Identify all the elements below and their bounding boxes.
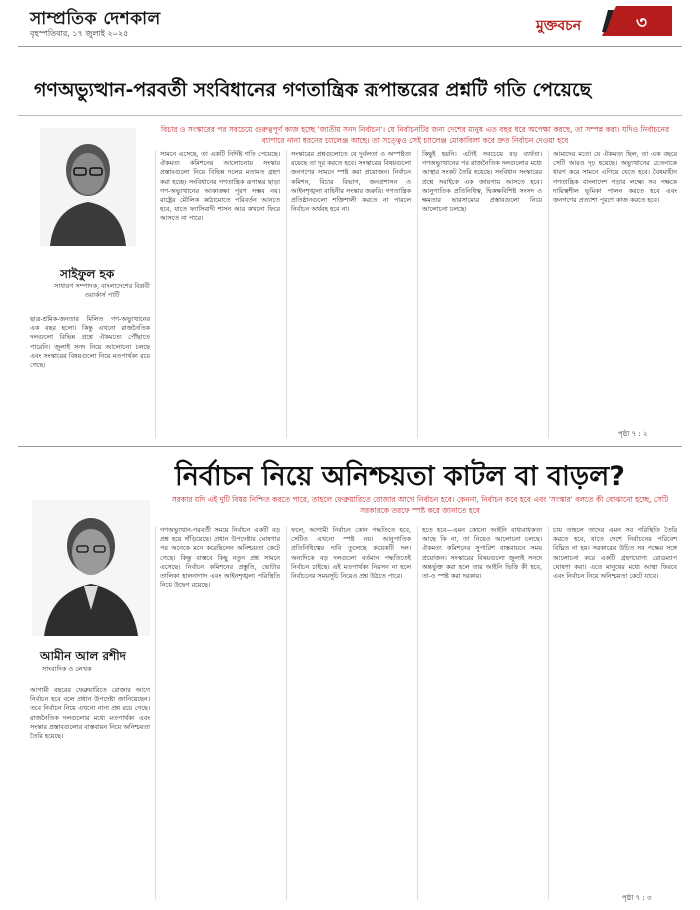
author2-description: সাংবাদিক ও লেখক <box>42 665 92 673</box>
author1-description: সাধারণ সম্পাদক, বাংলাদেশের বিপ্লবী ওয়ার্কার্স পার্টি <box>54 282 150 299</box>
article2-column-3: ফলে, আগামী নির্বাচন কোন পদ্ধতিতে হবে, সেটিও এখনো স্পষ্ট নয়। আনুপাতিক প্রতিনিধিত্বের দাবি তুলেছে কয়েকটি দল। অন্যদিকে বড় দলগুলো বর্তমান পদ্ধতিতেই নির্বাচন চাইছে। এই মতপার্থক্য নিরসন না হলে নির্বাচনের সময়সূচি নিয়েও প্রশ্ন উঠতে পারে। <box>291 526 411 581</box>
article2-column-5: চায় তাহলে তাদের এমন সব পরিস্থিতি তৈরি করতে হবে, যাতে দেশে নির্বাচনের পরিবেশ বিঘ্নিত না হয়। সরকারের উচিত সব পক্ষের সঙ্গে আলোচনা করে একটি গ্রহণযোগ্য রোডম্যাপ ঘোষণা করা। এতে মানুষের মধ্যে আস্থা ফিরবে এবং নির্বাচন নিয়ে অনিশ্চয়তা কেটে যাবে। <box>553 526 677 581</box>
article-divider <box>18 446 682 447</box>
issue-date: বৃহস্পতিবার, ১৭ জুলাই ২০২৫ <box>30 29 129 38</box>
column-divider <box>155 526 156 900</box>
article1-continued-link[interactable]: পৃষ্ঠা ৭ : ২ <box>618 430 648 438</box>
article1-column-2: সামনে এসেছে, তা একটি নির্দিষ্ট গতি পেয়েছে। ঐকমত্য কমিশনের আলোচনায় সংস্কার প্রস্তাবগুলো নিয়ে বিভিন্ন দলের মতামত গ্রহণ করা হচ্ছে। সংবিধানের গণতান্ত্রিক রূপান্তর ছাড়া গণ-অভ্যুত্থানের আকাঙ্ক্ষা পূরণ সম্ভব নয়। রাষ্ট্রের মৌলিক কাঠামোতে পরিবর্তন আনতে হবে, যাতে ফ্যাসিবাদী শাসন আর কখনো ফিরে আসতে না পারে। <box>160 150 280 223</box>
author1-photo <box>40 128 136 246</box>
author1-name: সাইফুল হক <box>60 267 115 281</box>
article2-column-1: আগামী বছরের ফেব্রুয়ারিতে রোজার আগে নির্বাচন হবে বলে প্রধান উপদেষ্টা জানিয়েছেন। তবে নির্বাচন নিয়ে এখনো নানা প্রশ্ন রয়ে গেছে। রাজনৈতিক দলগুলোর মধ্যে মতপার্থক্য এবং সংস্কার প্রস্তাবগুলোর বাস্তবায়ন নিয়ে অনিশ্চয়তা তৈরি হয়েছে। <box>30 686 150 741</box>
section-name: মুক্তবচন <box>536 18 582 34</box>
article1-column-1: ছাত্র-শ্রমিক-জনতার মিলিত গণ-অভ্যুত্থানের এক বছর হলো। কিন্তু এখনো রাজনৈতিক দলগুলো বিভিন্ন প্রশ্নে ঐকমত্যে পৌঁছাতে পারেনি। জুলাই সনদ নিয়ে আলোচনা চলছে এবং সংস্কারের বিষয়গুলো নিয়ে মতপার্থক্য রয়ে গেছে। <box>30 315 150 370</box>
article2-column-2: গণঅভ্যুত্থান-পরবর্তী সময়ে নির্বাচন একটি বড় প্রশ্ন হয়ে দাঁড়িয়েছে। প্রধান উপদেষ্টার ঘোষণার পর অনেকে মনে করেছিলেন অনিশ্চয়তা কেটে গেছে। কিন্তু বাস্তবে কিছু নতুন প্রশ্ন সামনে এসেছে। নির্বাচন কমিশনের প্রস্তুতি, ভোটার তালিকা হালনাগাদ এবং আইনশৃঙ্খলা পরিস্থিতি নিয়ে উদ্বেগ রয়েছে। <box>160 526 280 590</box>
page-header <box>0 0 700 46</box>
header-divider <box>18 46 682 47</box>
page-number: ৩ <box>636 13 648 33</box>
column-divider <box>286 526 287 900</box>
article2-continued-link[interactable]: পৃষ্ঠা ৭ : ৩ <box>622 894 652 902</box>
article1-column-5: আমাদের মতো যে ঐকমত্য ছিল, তা এক বছরে সেটি আরও দৃঢ় হয়েছে। অভ্যুত্থানের চেতনাকে ধারণ করে সামনে এগিয়ে যেতে হবে। বৈষম্যহীন গণতান্ত্রিক বাংলাদেশ গড়ার লক্ষ্যে সব পক্ষকে দায়িত্বশীল ভূমিকা পালন করতে হবে এবং জনগণের প্রত্যাশা পূরণে কাজ করতে হবে। <box>553 150 677 205</box>
author2-name: আমীন আল রশীদ <box>40 649 126 663</box>
article2-headline: নির্বাচন নিয়ে অনিশ্চয়তা কাটল বা বাড়ল? <box>175 461 625 492</box>
headline-divider <box>18 115 682 116</box>
column-divider <box>548 526 549 900</box>
column-divider <box>417 526 418 900</box>
column-divider <box>286 150 287 438</box>
column-divider <box>548 150 549 438</box>
article2-intro: সরকার যদি এই দুটি বিষয় নিশ্চিত করতে পারে, তাহলে ফেব্রুয়ারিতে রোজার আগে নির্বাচন হবে। কেননা, নির্বাচন কবে হবে এবং 'সংস্কার' বলতে কী বোঝানো হচ্ছে, সেটি সরকারকে তরফে স্পষ্ট করে জানাতে হবে <box>171 495 669 515</box>
column-divider <box>155 150 156 438</box>
article1-column-3: সংস্কারের প্রশ্নগুলোতে যে দুর্বলতা ও অস্পষ্টতা রয়েছে তা দূর করতে হবে। সংস্কারের বিষয়গুলো জনগণের সামনে স্পষ্ট করা প্রয়োজন। নির্বাচন কমিশন, বিচার বিভাগ, জনপ্রশাসন ও আইনশৃঙ্খলা বাহিনীর সংস্কার জরুরি। গণতান্ত্রিক প্রতিষ্ঠানগুলো শক্তিশালী করতে না পারলে নির্বাচন অর্থবহ হবে না। <box>291 150 411 214</box>
article1-column-4: কিছুই হয়নি। এটাই সবচেয়ে বড় ব্যর্থতা। গণঅভ্যুত্থানের পর রাজনৈতিক দলগুলোর মধ্যে আস্থার সংকট তৈরি হয়েছে। সংবিধান সংস্কারের প্রশ্নে সবাইকে এক জায়গায় আসতে হবে। আনুপাতিক প্রতিনিধিত্ব, দ্বিকক্ষবিশিষ্ট সংসদ ও ক্ষমতার ভারসাম্যের প্রস্তাবগুলো নিয়ে আলোচনা চলছে। <box>422 150 542 214</box>
article1-headline: গণঅভ্যুত্থান-পরবর্তী সংবিধানের গণতান্ত্রিক রূপান্তরের প্রশ্নটি গতি পেয়েছে <box>34 79 592 101</box>
column-divider <box>417 150 418 438</box>
author2-photo <box>32 500 150 636</box>
article2-column-4: হতে হবে—এমন কোনো আইনি বাধ্যবাধকতা আছে কি না, তা নিয়েও আলোচনা চলছে। ঐকমত্য কমিশনের সুপারিশ বাস্তবায়নে সময় প্রয়োজন। সংস্কারের বিষয়গুলো জুলাই সনদে অন্তর্ভুক্ত করা হলে তার আইনি ভিত্তি কী হবে, তা-ও স্পষ্ট করা দরকার। <box>422 526 542 581</box>
article1-intro: বিচার ও সংস্কারের পর সবচেয়ে গুরুত্বপূর্ণ কাজ হচ্ছে 'জাতীয় সনদ নির্বাচন'। যে নির্বাচনটির জন্য দেশের মানুষ এত বছর ধরে অপেক্ষা করছে, তা সম্পন্ন করা। যদিও নির্বাচনের ব্যাপারে নানা ধরনের চ্যালেঞ্জ আছে। তা সত্ত্বেও সেই চ্যালেঞ্জ মোকাবিলা করে দ্রুত নির্বাচন দেওয়া হবে <box>160 125 670 145</box>
newspaper-name: সাম্প্রতিক দেশকাল <box>30 9 161 29</box>
